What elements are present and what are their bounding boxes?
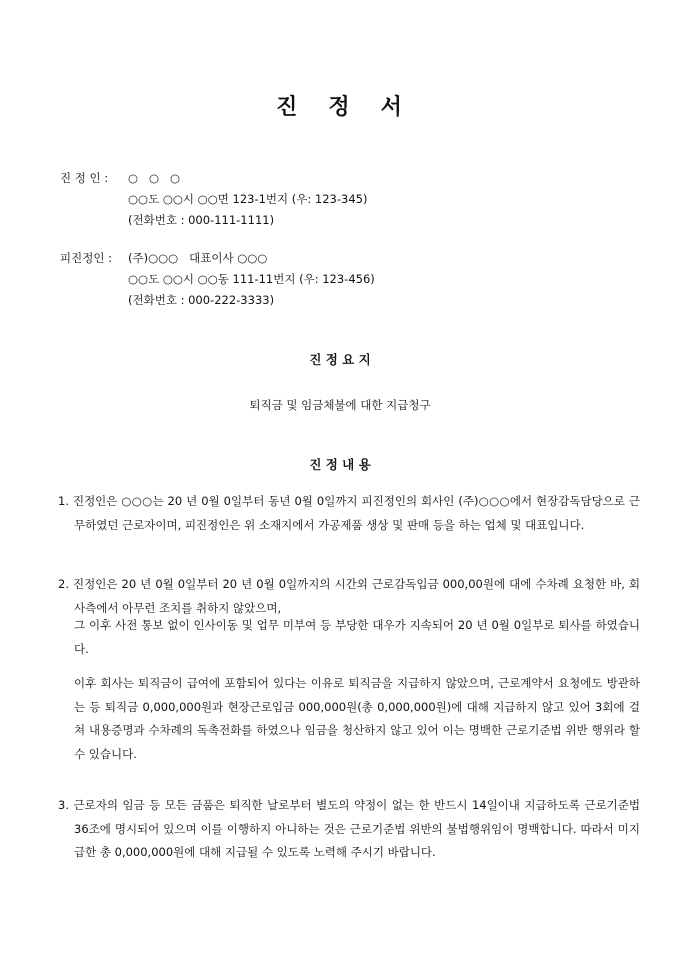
content-item-2-continued: 그 이후 사전 통보 없이 인사이동 및 업무 미부여 등 부당한 대우가 지속되어 20 년 0월 0일부로 퇴사를 하였습니다. [74, 618, 640, 656]
content-item-1 [58, 490, 640, 537]
respondent-name: (주)○○○ 대표이사 ○○○ [128, 251, 268, 265]
petitioner-address: ○○도 ○○시 ○○면 123-1번지 (우: 123-345) [128, 192, 368, 206]
petitioner-name: ○ ○ ○ [128, 171, 181, 185]
content-item-2 [58, 573, 640, 620]
content-heading: 진 정 내 용 [309, 457, 371, 472]
summary-heading: 진 정 요 지 [309, 352, 371, 367]
content-item-3 [58, 794, 640, 865]
item-number: 3. [58, 798, 69, 812]
item-number: 1. [58, 494, 69, 508]
petitioner-block [60, 168, 640, 231]
respondent-phone: (전화번호 : 000-222-3333) [128, 293, 275, 307]
item-number: 2. [58, 577, 69, 591]
item-text: 진정인은 ○○○는 20 년 0월 0일부터 동년 0월 0일까지 피진정인의 회사인 (주)○○○에서 현장감독담당으로 근무하였던 근로자이며, 피진정인은 위 소재지에서 가공제품 생상 및 판매 등을 하는 업체 및 대표입니다. [72, 494, 640, 532]
respondent-block [60, 248, 640, 311]
item-text: 근로자의 임금 등 모든 금품은 퇴직한 날로부터 별도의 약정이 없는 한 반드시 14일이내 지급하도록 근로기준법 36조에 명시되어 있으며 이를 이행하지 아니하는 것은 근로기준법 위반의 불법행위임이 명백합니다. 따라서 미지급한 총 0,000,000원에 대해 지급될 수 있도록 노력해 주시기 바랍니다. [73, 798, 641, 859]
respondent-label: 피진정인 : [60, 251, 112, 265]
petitioner-phone: (전화번호 : 000-111-1111) [128, 213, 275, 227]
document-title: 진 정 서 [276, 94, 404, 120]
item-text: 진정인은 20 년 0월 0일부터 20 년 0월 0일까지의 시간외 근로감독입금 000,00원에 대에 수차례 요청한 바, 회사측에서 아무런 조치를 취하지 않았으며, [73, 577, 640, 615]
summary-text: 퇴직금 및 임금체불에 대한 지급청구 [249, 398, 431, 412]
petitioner-label: 진 정 인 : [60, 171, 109, 185]
respondent-address: ○○도 ○○시 ○○동 111-11번지 (우: 123-456) [128, 272, 375, 286]
content-item-2-paragraph: 이후 회사는 퇴직금이 급여에 포함되어 있다는 이유로 퇴직금을 지급하지 않았으며, 근로계약서 요청에도 방관하는 등 퇴직금 0,000,000원과 현장근로입금 000,000원(총 0,000,000원)에 대해 지급하지 않고 있어 3회에 걸쳐 내용증명과 수차례의 독촉전화를 하였으나 임금을 청산하지 않고 있어 이는 명백한 근로기준법 위반 행위라 할 수 있습니다. [74, 676, 640, 761]
